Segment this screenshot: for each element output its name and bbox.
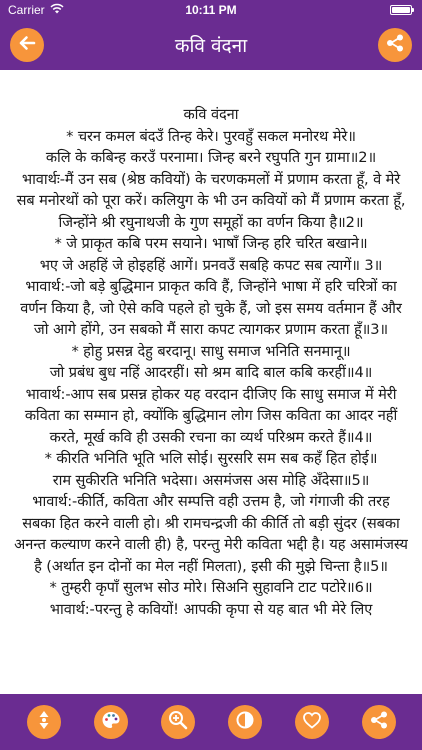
verse-line: कलि के कबिन्ह करउँ परनामा। जिन्ह बरने रघुपति गुन ग्रामा॥2॥ — [45, 149, 377, 166]
heart-icon — [302, 710, 322, 734]
verse-meaning: भावार्थ:-कीर्ति, कविता और सम्पत्ति वही उत्तम है, जो गंगाजी की तरह सबका हित करने वाली हो। श्री रामचन्द्रजी की कीर्ति तो बड़ी सुंदर (सबका अनन्त कल्याण करने वाली ही) है, परन्तु मेरी कविता भद्दी है। यह असामंजस्य है (अर्थात इन दोनों का मेल नहीं मिलता), इसी की मुझे चिन्ता है॥5॥ — [14, 493, 408, 575]
favorite-button[interactable] — [295, 705, 329, 739]
arrow-left-icon — [18, 34, 36, 56]
verse-line: * चरन कमल बंदउँ तिन्ह केरे। पुरवहुँ सकल मनोरथ मेरे॥ — [66, 127, 356, 145]
share-bottom-button[interactable] — [362, 705, 396, 739]
verse-line: * तुम्हरी कृपाँ सुलभ सोउ मोरे। सिअनि सुहावनि टाट पटोरे॥6॥ — [49, 579, 373, 596]
scroll-updown-icon — [34, 710, 54, 734]
verse-line: राम सुकीरति भनिति भदेसा। असमंजस अस मोहि अँदेसा॥5॥ — [52, 471, 370, 489]
verse-meaning: भावार्थ:-परन्तु हे कवियों! आपकी कृपा से यह बात भी मेरे लिए — [49, 600, 373, 618]
status-bar — [0, 0, 422, 20]
verse-meaning: भावार्थ:-आप सब प्रसन्न होकर यह वरदान दीजिए कि साधु समाज में मेरी कविता का सम्मान हो, क्योंकि बुद्धिमान लोग जिस कविता का आदर नहीं करते, मूर्ख कवि ही उसकी रचना का व्यर्थ परिश्रम करते हैं॥4॥ — [24, 385, 398, 446]
verse-meaning: भावार्थः-मैं उन सब (श्रेष्ठ कवियों) के चरणकमलों में प्रणाम करता हूँ, वे मेरे सब मनोरथों को पूरा करें। कलियुग के भी उन कवियों को मैं प्रणाम करता हूँ, जिन्होंने श्री रघुनाथजी के गुण समूहों का वर्णन किया है॥2॥ — [16, 170, 406, 231]
battery-icon — [390, 5, 412, 15]
verse-content[interactable] — [14, 104, 408, 686]
back-button[interactable] — [10, 28, 44, 62]
share-button[interactable] — [378, 28, 412, 62]
status-time: 10:11 PM — [185, 3, 237, 17]
verse-line: जो प्रबंध बुध नहिं आदरहीं। सो श्रम बादि बाल कबि करहीं॥4॥ — [49, 364, 373, 381]
scroll-button[interactable] — [27, 705, 61, 739]
zoom-in-icon — [168, 710, 188, 734]
verse-line: भए जे अहहिं जे होइहहिं आगें। प्रनवउँ सबहि कपट सब त्यागें॥ 3॥ — [39, 256, 383, 274]
verse-line: * जे प्राकृत कबि परम सयाने। भाषाँ जिन्ह हरि चरित बखाने॥ — [54, 235, 368, 252]
share-icon — [385, 33, 405, 57]
brightness-button[interactable] — [228, 705, 262, 739]
content-heading: कवि वंदना — [183, 106, 239, 123]
verse-line: * कीरति भनिति भूति भलि सोई। सुरसरि सम सब कहँ हित होई॥ — [44, 450, 378, 467]
zoom-in-button[interactable] — [161, 705, 195, 739]
palette-icon — [101, 710, 121, 734]
page-title: कवि वंदना — [174, 35, 248, 57]
brightness-icon — [235, 710, 255, 734]
theme-button[interactable] — [94, 705, 128, 739]
carrier-label: Carrier — [8, 3, 45, 17]
verse-line: * होहु प्रसन्न देहु बरदानू। साधु समाज भनिति सनमानू॥ — [71, 342, 351, 360]
share-icon — [369, 710, 389, 734]
verse-meaning: भावार्थ:-जो बड़े बुद्धिमान प्राकृत कवि हैं, जिन्होंने भाषा में हरि चरित्रों का वर्णन किया है, जो ऐसे कवि पहले हो चुके हैं, जो इस समय वर्तमान हैं और जो आगे होंगे, उन सबको मैं सारा कपट त्यागकर प्रणाम करता हूँ॥3॥ — [20, 278, 402, 338]
app-bar — [0, 20, 422, 70]
bottom-toolbar — [0, 694, 422, 750]
